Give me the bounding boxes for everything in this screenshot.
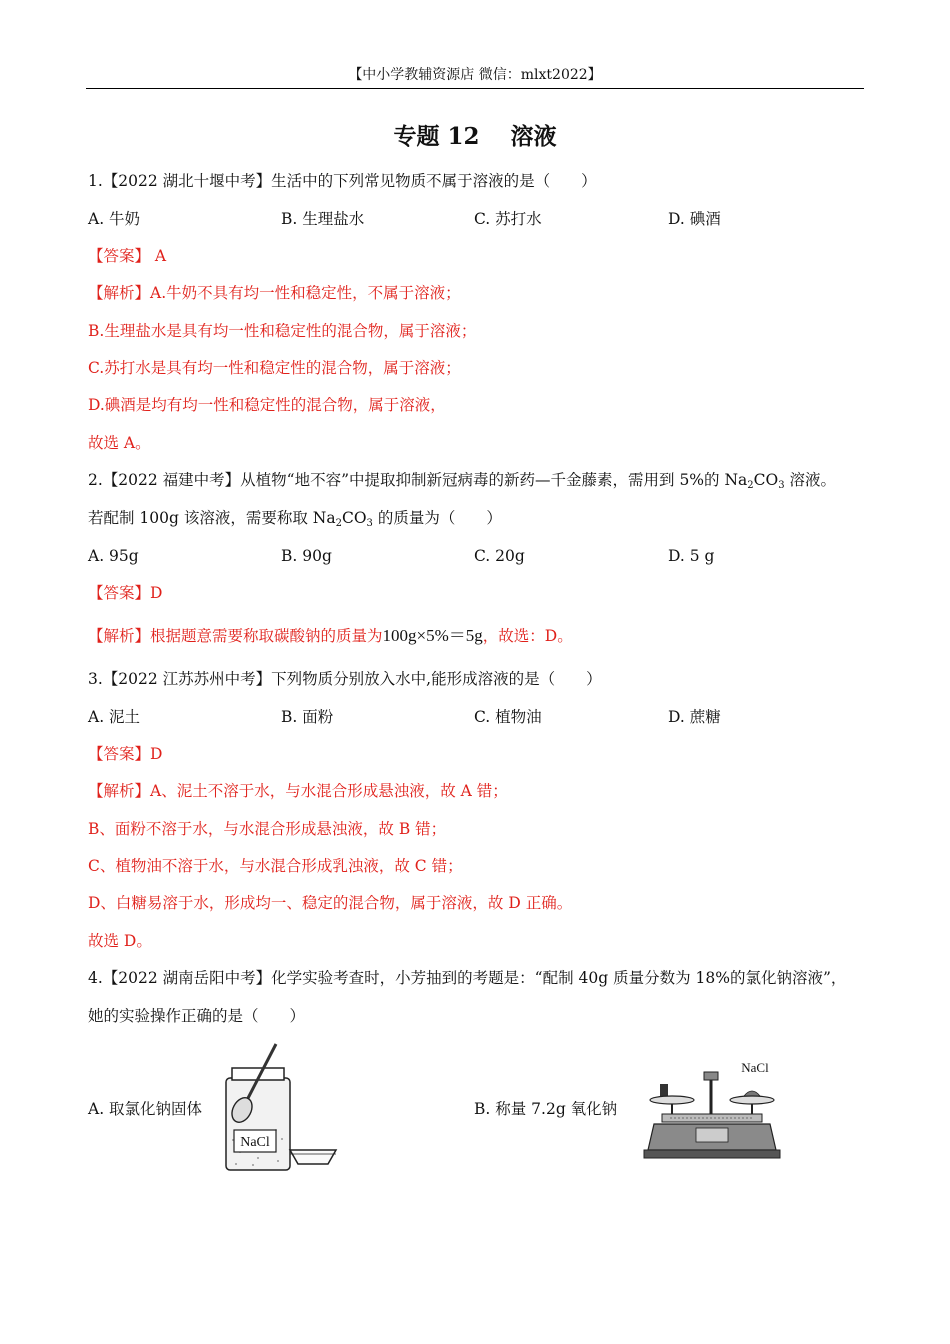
q3-analysis-5: 故选 D。	[88, 932, 152, 950]
q2-answer: 【答案】D	[88, 584, 163, 602]
q3-analysis-1: 【解析】A、泥土不溶于水，与水混合形成悬浊液，故 A 错；	[88, 782, 508, 800]
q3-option-d: D. 蔗糖	[668, 708, 721, 726]
q2-option-a: A. 95g	[88, 547, 139, 565]
q2-analysis: 【解析】根据题意需要称取碳酸钠的质量为100g×5%＝5g，故选：D。	[88, 626, 573, 645]
q2-stem-line-2: 若配制 100g 该溶液，需要称取 $Na_2CO_3$ 的质量为（ ）	[88, 509, 502, 529]
q3-answer: 【答案】D	[88, 745, 163, 763]
q2-option-b: B. 90g	[281, 547, 332, 565]
q3-stem: 3.【2022 江苏苏州中考】下列物质分别放入水中,能形成溶液的是（ ）	[88, 670, 602, 688]
q1-analysis-2: B.生理盐水是具有均一性和稳定性的混合物，属于溶液；	[88, 322, 477, 340]
scale-weight	[660, 1084, 668, 1096]
scale-right-pan	[730, 1096, 774, 1104]
jar-body	[226, 1078, 290, 1170]
q3-option-a: A. 泥土	[88, 708, 141, 726]
q4-stem-line-2: 她的实验操作正确的是（ ）	[88, 1007, 306, 1025]
q4-option-a: A. 取氯化钠固体	[88, 1100, 203, 1118]
balance-scale-figure	[640, 1050, 785, 1165]
q4-option-b: B. 称量 7.2g 氧化钠	[474, 1100, 618, 1118]
q1-option-c: C. 苏打水	[474, 210, 542, 228]
q3-analysis-2: B、面粉不溶于水，与水混合形成悬浊液，故 B 错；	[88, 820, 447, 838]
scale-left-pan	[650, 1096, 694, 1104]
q1-analysis-1: 【解析】A.牛奶不具有均一性和稳定性，不属于溶液；	[88, 284, 461, 302]
header-rule	[86, 88, 864, 89]
q1-option-a: A. 牛奶	[88, 210, 141, 228]
q3-analysis-4: D、白糖易溶于水，形成均一、稳定的混合物，属于溶液，故 D 正确。	[88, 894, 573, 912]
page-header: 【中小学教辅资源店 微信：mlxt2022】	[348, 67, 602, 83]
scale-label-text: NaCl	[741, 1060, 769, 1075]
q1-option-b: B. 生理盐水	[281, 210, 365, 228]
scale-salt-pile	[744, 1091, 760, 1096]
q4-stem-line-1: 4.【2022 湖南岳阳中考】化学实验考查时，小芳抽到的考题是：“配制 40g 质量分数为 18%的氯化钠溶液”，	[88, 969, 847, 987]
reagent-jar-figure	[218, 1040, 343, 1175]
q2-option-c: C. 20g	[474, 547, 525, 565]
q1-stem: 1.【2022 湖北十堰中考】生活中的下列常见物质不属于溶液的是（ ）	[88, 172, 597, 190]
q2-option-d: D. 5 g	[668, 547, 715, 565]
q1-analysis-5: 故选 A。	[88, 434, 151, 452]
q3-option-b: B. 面粉	[281, 708, 334, 726]
q1-analysis-4: D.碘酒是均有均一性和稳定性的混合物，属于溶液，	[88, 396, 446, 414]
q2-formula: 100g×5%＝5g	[382, 626, 483, 645]
q1-option-d: D. 碘酒	[668, 210, 721, 228]
jar-label-text: NaCl	[240, 1135, 270, 1150]
q1-analysis-3: C.苏打水是具有均一性和稳定性的混合物，属于溶液；	[88, 359, 461, 377]
weighing-dish	[290, 1150, 336, 1164]
q2-stem-line-1: 2.【2022 福建中考】从植物“地不容”中提取抑制新冠病毒的新药—千金藤素，需用到 5%的 $Na_2CO_3$ 溶液。	[88, 471, 837, 491]
q3-option-c: C. 植物油	[474, 708, 542, 726]
q3-analysis-3: C、植物油不溶于水，与水混合形成乳浊液，故 C 错；	[88, 857, 463, 875]
page-title: 专题 12 溶液	[393, 123, 557, 150]
q1-answer: 【答案】 A	[88, 247, 167, 265]
